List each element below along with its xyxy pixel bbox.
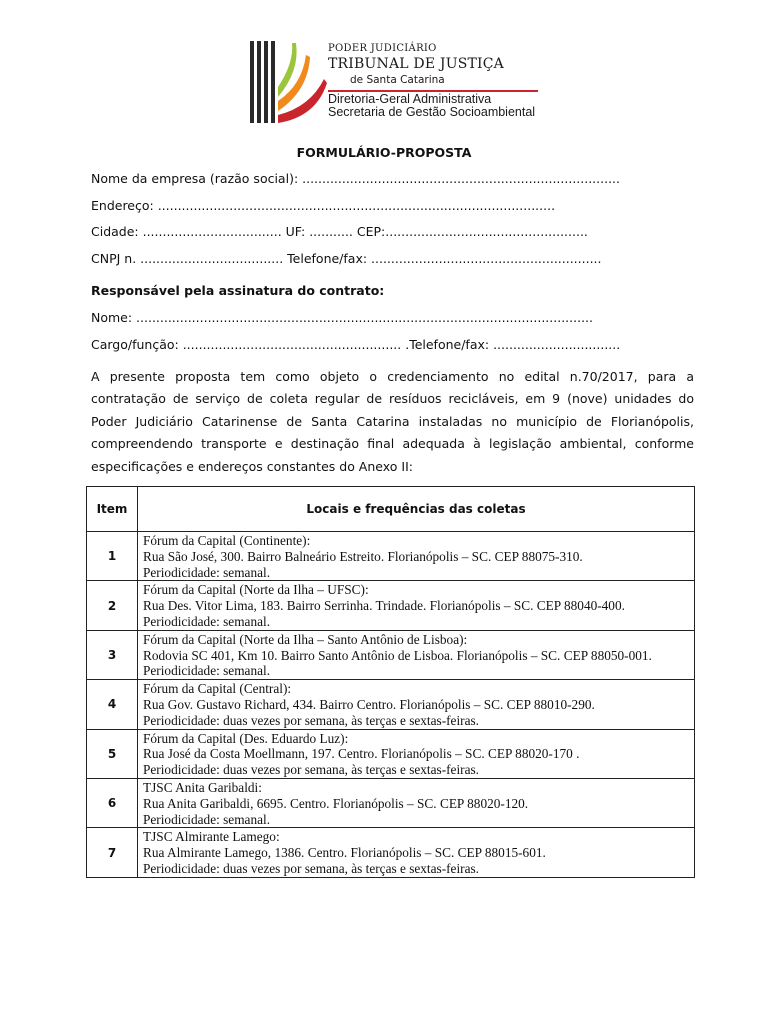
location-name: Fórum da Capital (Norte da Ilha – UFSC): bbox=[143, 582, 369, 598]
table-row bbox=[87, 532, 695, 581]
location-cell bbox=[138, 581, 695, 630]
city-uf-cep-field: Cidade: ................................... UF: ........... CEP:................................................... bbox=[91, 224, 588, 239]
table-header-row bbox=[87, 487, 695, 532]
document-title: FORMULÁRIO-PROPOSTA bbox=[296, 145, 472, 160]
collection-frequency: Periodicidade: semanal. bbox=[143, 663, 271, 679]
proposal-paragraph: A presente proposta tem como objeto o credenciamento no edital n.70/2017, para a contratação de serviço de coleta regular de resíduos recicláveis, em 9 (nove) unidades do Poder Judiciário Catarinense de Santa Catarina instaladas no município de Florianópolis, compreendendo transporte e destinação final adequada à legislação ambiental, conforme especificações e endereços constantes do Anexo II: bbox=[91, 369, 694, 474]
table-body bbox=[87, 532, 695, 878]
locations-column-header: Locais e frequências das coletas bbox=[138, 487, 695, 532]
org-line-3: de Santa Catarina bbox=[350, 74, 445, 86]
locations-table bbox=[86, 486, 695, 878]
collection-frequency: Periodicidade: duas vezes por semana, às terças e sextas-feiras. bbox=[143, 860, 479, 876]
item-number: 5 bbox=[87, 729, 138, 778]
location-address: Rodovia SC 401, Km 10. Bairro Santo Antônio de Lisboa. Florianópolis – SC. CEP 88050-001. bbox=[143, 647, 652, 663]
location-name: Fórum da Capital (Continente): bbox=[143, 533, 311, 548]
company-name-field: Nome da empresa (razão social): ................................................................................ bbox=[91, 171, 620, 186]
location-name: Fórum da Capital (Norte da Ilha – Santo Antônio de Lisboa): bbox=[143, 631, 468, 647]
collection-frequency: Periodicidade: semanal. bbox=[143, 564, 271, 580]
location-cell bbox=[138, 630, 695, 679]
location-cell bbox=[138, 778, 695, 827]
location-name: TJSC Almirante Lamego: bbox=[143, 829, 280, 845]
table-row bbox=[87, 828, 695, 877]
address-field: Endereço: .................................................................................................... bbox=[91, 198, 556, 213]
location-cell bbox=[138, 828, 695, 877]
location-address: Rua José da Costa Moellmann, 197. Centro. Florianópolis – SC. CEP 88020-170 . bbox=[143, 746, 580, 762]
collection-frequency: Periodicidade: semanal. bbox=[143, 613, 271, 629]
location-cell bbox=[138, 532, 695, 581]
dept-line-2: Secretaria de Gestão Socioambiental bbox=[328, 105, 536, 119]
role-phone-field: Cargo/função: ....................................................... .Telefone/fax: ................................ bbox=[91, 337, 621, 352]
cnpj-phone-field: CNPJ n. .................................... Telefone/fax: .......................................................... bbox=[91, 251, 602, 266]
collection-frequency: Periodicidade: duas vezes por semana, às terças e sextas-feiras. bbox=[143, 762, 479, 778]
table-row bbox=[87, 778, 695, 827]
item-number: 6 bbox=[87, 778, 138, 827]
logo-divider bbox=[328, 90, 538, 92]
responsible-name-field: Nome: ................................................................................................................... bbox=[91, 310, 593, 325]
table-row bbox=[87, 581, 695, 630]
table-row bbox=[87, 630, 695, 679]
location-name: TJSC Anita Garibaldi: bbox=[143, 779, 262, 795]
item-number: 2 bbox=[87, 581, 138, 630]
table-row bbox=[87, 729, 695, 778]
responsible-heading: Responsável pela assinatura do contrato: bbox=[91, 283, 385, 298]
org-line-2: TRIBUNAL DE JUSTIÇA bbox=[328, 56, 504, 72]
location-cell bbox=[138, 680, 695, 729]
location-cell bbox=[138, 729, 695, 778]
collection-frequency: Periodicidade: duas vezes por semana, às terças e sextas-feiras. bbox=[143, 712, 479, 728]
item-number: 3 bbox=[87, 630, 138, 679]
table-row bbox=[87, 680, 695, 729]
item-number: 7 bbox=[87, 828, 138, 877]
location-address: Rua Anita Garibaldi, 6695. Centro. Florianópolis – SC. CEP 88020-120. bbox=[143, 795, 529, 811]
location-address: Rua Gov. Gustavo Richard, 434. Bairro Centro. Florianópolis – SC. CEP 88010-290. bbox=[143, 696, 595, 712]
org-line-1: PODER JUDICIÁRIO bbox=[328, 43, 437, 54]
item-number: 1 bbox=[87, 532, 138, 581]
location-address: Rua São José, 300. Bairro Balneário Estreito. Florianópolis – SC. CEP 88075-310. bbox=[143, 548, 583, 564]
item-number: 4 bbox=[87, 680, 138, 729]
location-address: Rua Almirante Lamego, 1386. Centro. Florianópolis – SC. CEP 88015-601. bbox=[143, 845, 546, 861]
location-address: Rua Des. Vitor Lima, 183. Bairro Serrinha. Trindade. Florianópolis – SC. CEP 88040-400. bbox=[143, 598, 625, 614]
collection-frequency: Periodicidade: semanal. bbox=[143, 811, 271, 827]
dept-line-1: Diretoria-Geral Administrativa bbox=[328, 92, 492, 106]
item-column-header: Item bbox=[87, 487, 138, 532]
location-name: Fórum da Capital (Central): bbox=[143, 681, 292, 697]
court-emblem-icon bbox=[248, 41, 328, 123]
court-logo bbox=[248, 41, 548, 123]
location-name: Fórum da Capital (Des. Eduardo Luz): bbox=[143, 730, 349, 746]
